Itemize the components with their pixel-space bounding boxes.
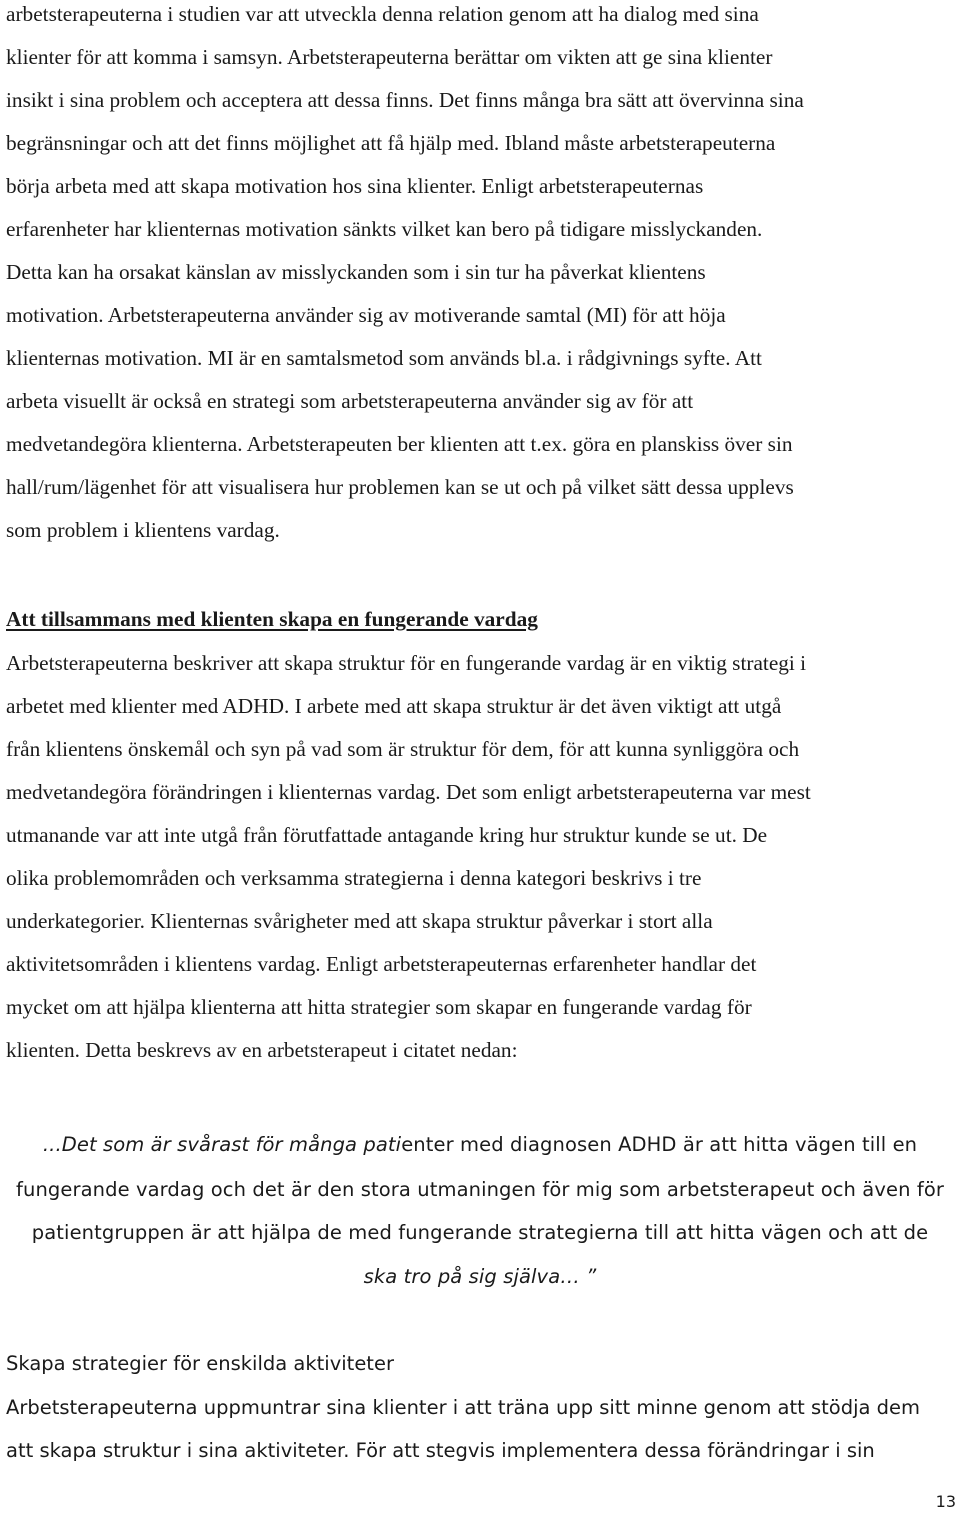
quote-italic-start: ...Det som är svårast för många pati [42,1133,402,1156]
paragraph-line: insikt i sina problem och acceptera att dessa finns. Det finns många bra sätt att övervinna sina [6,88,804,112]
paragraph-line: som problem i klientens vardag. [6,518,280,542]
paragraph-line: arbeta visuellt är också en strategi som arbetsterapeuterna använder sig av för att [6,389,694,413]
paragraph-line: aktivitetsområden i klientens vardag. Enligt arbetsterapeuternas erfarenheter handlar det [6,952,757,976]
page-number: 13 [935,1492,956,1511]
paragraph-line: hall/rum/lägenhet för att visualisera hur problemen kan se ut och på vilket sätt dessa upplevs [6,475,794,499]
quote-line: fungerande vardag och det är den stora utmaningen för mig som arbetsterapeut och även för [16,1178,944,1201]
paragraph-line: Arbetsterapeuterna beskriver att skapa struktur för en fungerande vardag är en viktig strategi i [6,651,807,675]
quote-line: patientgruppen är att hjälpa de med fungerande strategierna till att hitta vägen och att de [31,1221,929,1244]
section-heading: Att tillsammans med klienten skapa en fungerande vardag [6,607,538,631]
quote-line [0,1263,960,1291]
paragraph-line: erfarenheter har klienternas motivation sänkts vilket kan bero på tidigare misslyckanden. [6,217,763,241]
paragraph-line: arbetet med klienter med ADHD. I arbete med att skapa struktur är det även viktigt att utgå [6,694,782,718]
paragraph-line: medvetandegöra förändringen i klienternas vardag. Det som enligt arbetsterapeuterna var mest [6,780,811,804]
paragraph-line: medvetandegöra klienterna. Arbetsterapeuten ber klienten att t.ex. göra en planskiss över sin [6,432,793,456]
paragraph-line: motivation. Arbetsterapeuterna använder sig av motiverande samtal (MI) för att höja [6,303,726,327]
quote-italic-end: ska tro på sig själva… ” [363,1265,597,1288]
paragraph-line: Arbetsterapeuterna uppmuntrar sina klienter i att träna upp sitt minne genom att stödja dem [6,1396,921,1419]
paragraph-line: klienternas motivation. MI är en samtalsmetod som används bl.a. i rådgivnings syfte. Att [6,346,762,370]
quote-line [0,1131,960,1159]
paragraph-line: olika problemområden och verksamma strategierna i denna kategori beskrivs i tre [6,866,702,890]
paragraph-line: arbetsterapeuterna i studien var att utveckla denna relation genom att ha dialog med sina [6,2,759,26]
paragraph-line: underkategorier. Klienternas svårigheter med att skapa struktur påverkar i stort alla [6,909,713,933]
paragraph-line: Detta kan ha orsakat känslan av misslyckanden som i sin tur ha påverkat klientens [6,260,706,284]
paragraph-line: klienter för att komma i samsyn. Arbetsterapeuterna berättar om vikten att ge sina klienter [6,45,773,69]
paragraph-line: klienten. Detta beskrevs av en arbetsterapeut i citatet nedan: [6,1038,518,1062]
paragraph-line: börja arbeta med att skapa motivation hos sina klienter. Enligt arbetsterapeuternas [6,174,704,198]
quote-text: enter med diagnosen ADHD är att hitta vägen till en [401,1133,918,1156]
paragraph-line: från klientens önskemål och syn på vad som är struktur för dem, för att kunna synliggöra och [6,737,800,761]
paragraph-line: att skapa struktur i sina aktiviteter. För att stegvis implementera dessa förändringar i sin [6,1439,875,1462]
paragraph-line: begränsningar och att det finns möjlighet att få hjälp med. Ibland måste arbetsterapeuterna [6,131,776,155]
paragraph-line: mycket om att hjälpa klienterna att hitta strategier som skapar en fungerande vardag för [6,995,752,1019]
subsection-heading: Skapa strategier för enskilda aktiviteter [6,1352,394,1375]
paragraph-line: utmanande var att inte utgå från förutfattade antagande kring hur struktur kunde se ut. De [6,823,768,847]
